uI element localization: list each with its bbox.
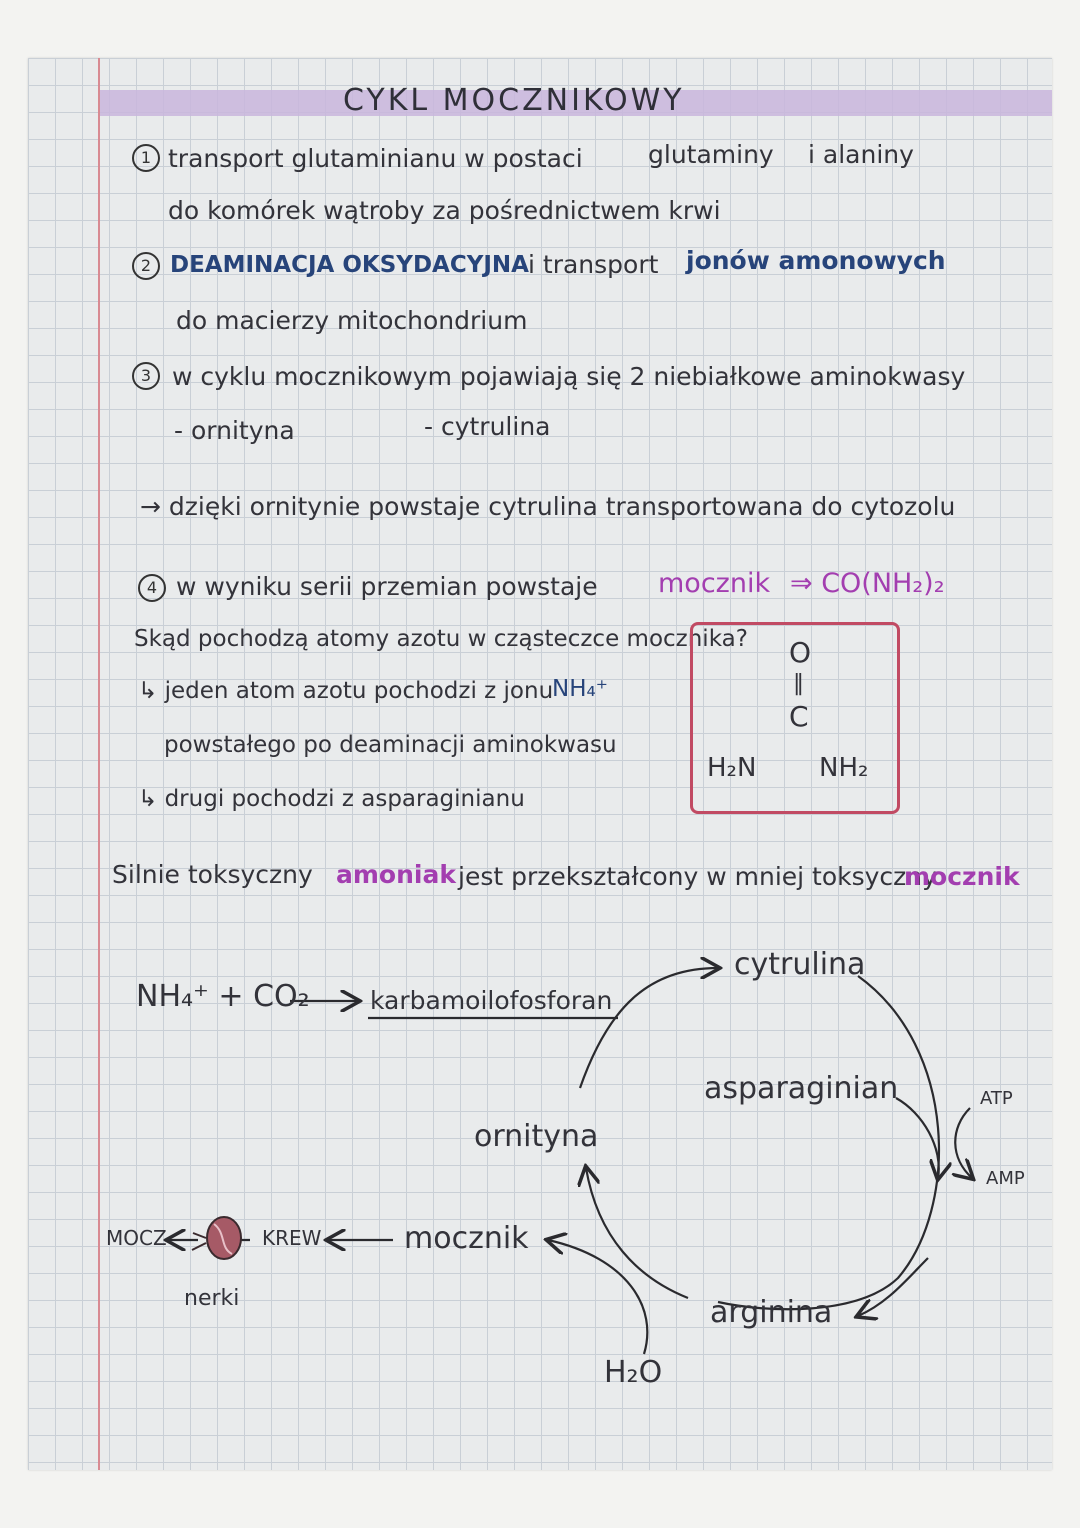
step-2-text-a: DEAMINACJA OKSYDACYJNA (170, 252, 529, 278)
arrow-aspartate-in (896, 1098, 939, 1178)
step-3-line-1: w cyklu mocznikowym pojawiają się 2 niebiałkowe aminokwasy (172, 362, 966, 391)
water-arrow (548, 1240, 647, 1354)
summary-b: jest przekształcony w mniej toksyczny (458, 862, 937, 891)
urea-double-bond: ‖ (793, 671, 804, 696)
step-3-item-ornithine: - ornityna (174, 416, 295, 445)
step-4-badge: 4 (138, 574, 166, 602)
cycle-atp: ATP (980, 1088, 1013, 1109)
step-2-line-2: do macierzy mitochondrium (176, 306, 528, 335)
cycle-ornithine: ornityna (474, 1119, 599, 1154)
urea-oxygen: O (789, 636, 812, 669)
cycle-arginine: arginina (710, 1295, 833, 1330)
step-2-text-b: i transport (528, 250, 659, 279)
cycle-water: H₂O (604, 1355, 663, 1390)
step-2-text-c: jonów amonowych (686, 246, 946, 275)
cycle-urine: MOCZ (106, 1226, 167, 1250)
step-3-badge: 3 (132, 362, 160, 390)
step-4-text-a: w wyniku serii przemian powstaje (176, 572, 598, 601)
arrow-arginine-to-ornithine (586, 1168, 688, 1298)
step-4-formula: ⇒ CO(NH₂)₂ (790, 568, 945, 599)
cycle-aspartate: asparaginian (704, 1071, 899, 1106)
summary-urea: mocznik (904, 862, 1020, 891)
step-3-item-citrulline: - cytrulina (424, 412, 551, 441)
step-1-text-b: glutaminy (648, 140, 774, 169)
step-1-text-a: transport glutaminianu w postaci (168, 144, 583, 173)
cycle-amp: AMP (986, 1168, 1025, 1189)
cycle-urea: mocznik (404, 1221, 529, 1256)
answer-2: ↳ drugi pochodzi z asparaginianu (138, 786, 525, 812)
kidney-icon (192, 1217, 241, 1259)
summary-ammonia: amoniak (336, 860, 456, 889)
cycle-blood: KREW (262, 1226, 322, 1250)
arrow-to-arginine (858, 1258, 928, 1316)
cycle-carbamoyl: karbamoilofosforan (370, 986, 613, 1015)
step-2-badge: 2 (132, 252, 160, 280)
urea-right-amine: NH₂ (819, 753, 869, 783)
cycle-right-arc (718, 976, 939, 1309)
cycle-nh4-co2: NH₄⁺ + CO₂ (136, 979, 310, 1014)
step-1-line-2: do komórek wątroby za pośrednictwem krwi (168, 196, 721, 225)
urea-cycle-diagram (28, 58, 1052, 1470)
notebook-page (28, 58, 1052, 1470)
step-4-urea: mocznik (658, 568, 771, 599)
step-1-badge: 1 (132, 144, 160, 172)
answer-1-ion: NH₄⁺ (552, 676, 608, 702)
cycle-citrulline: cytrulina (734, 947, 866, 982)
atp-amp-arrow (955, 1108, 972, 1178)
summary-a: Silnie toksyczny (112, 860, 313, 889)
step-3-note: → dzięki ornitynie powstaje cytrulina transportowana do cytozolu (140, 492, 956, 521)
urea-carbon: C (789, 700, 809, 733)
page-title: CYKL MOCZNIKOWY (343, 83, 685, 118)
answer-1-line-2: powstałego po deaminacji aminokwasu (164, 732, 617, 758)
question: Skąd pochodzą atomy azotu w cząsteczce mocznika? (134, 626, 748, 652)
step-1-text-c: i alaniny (808, 140, 914, 169)
answer-1-line-1: ↳ jeden atom azotu pochodzi z jonu (138, 678, 554, 704)
urea-left-amine: H₂N (707, 753, 757, 783)
cycle-kidney-label: nerki (184, 1286, 240, 1311)
